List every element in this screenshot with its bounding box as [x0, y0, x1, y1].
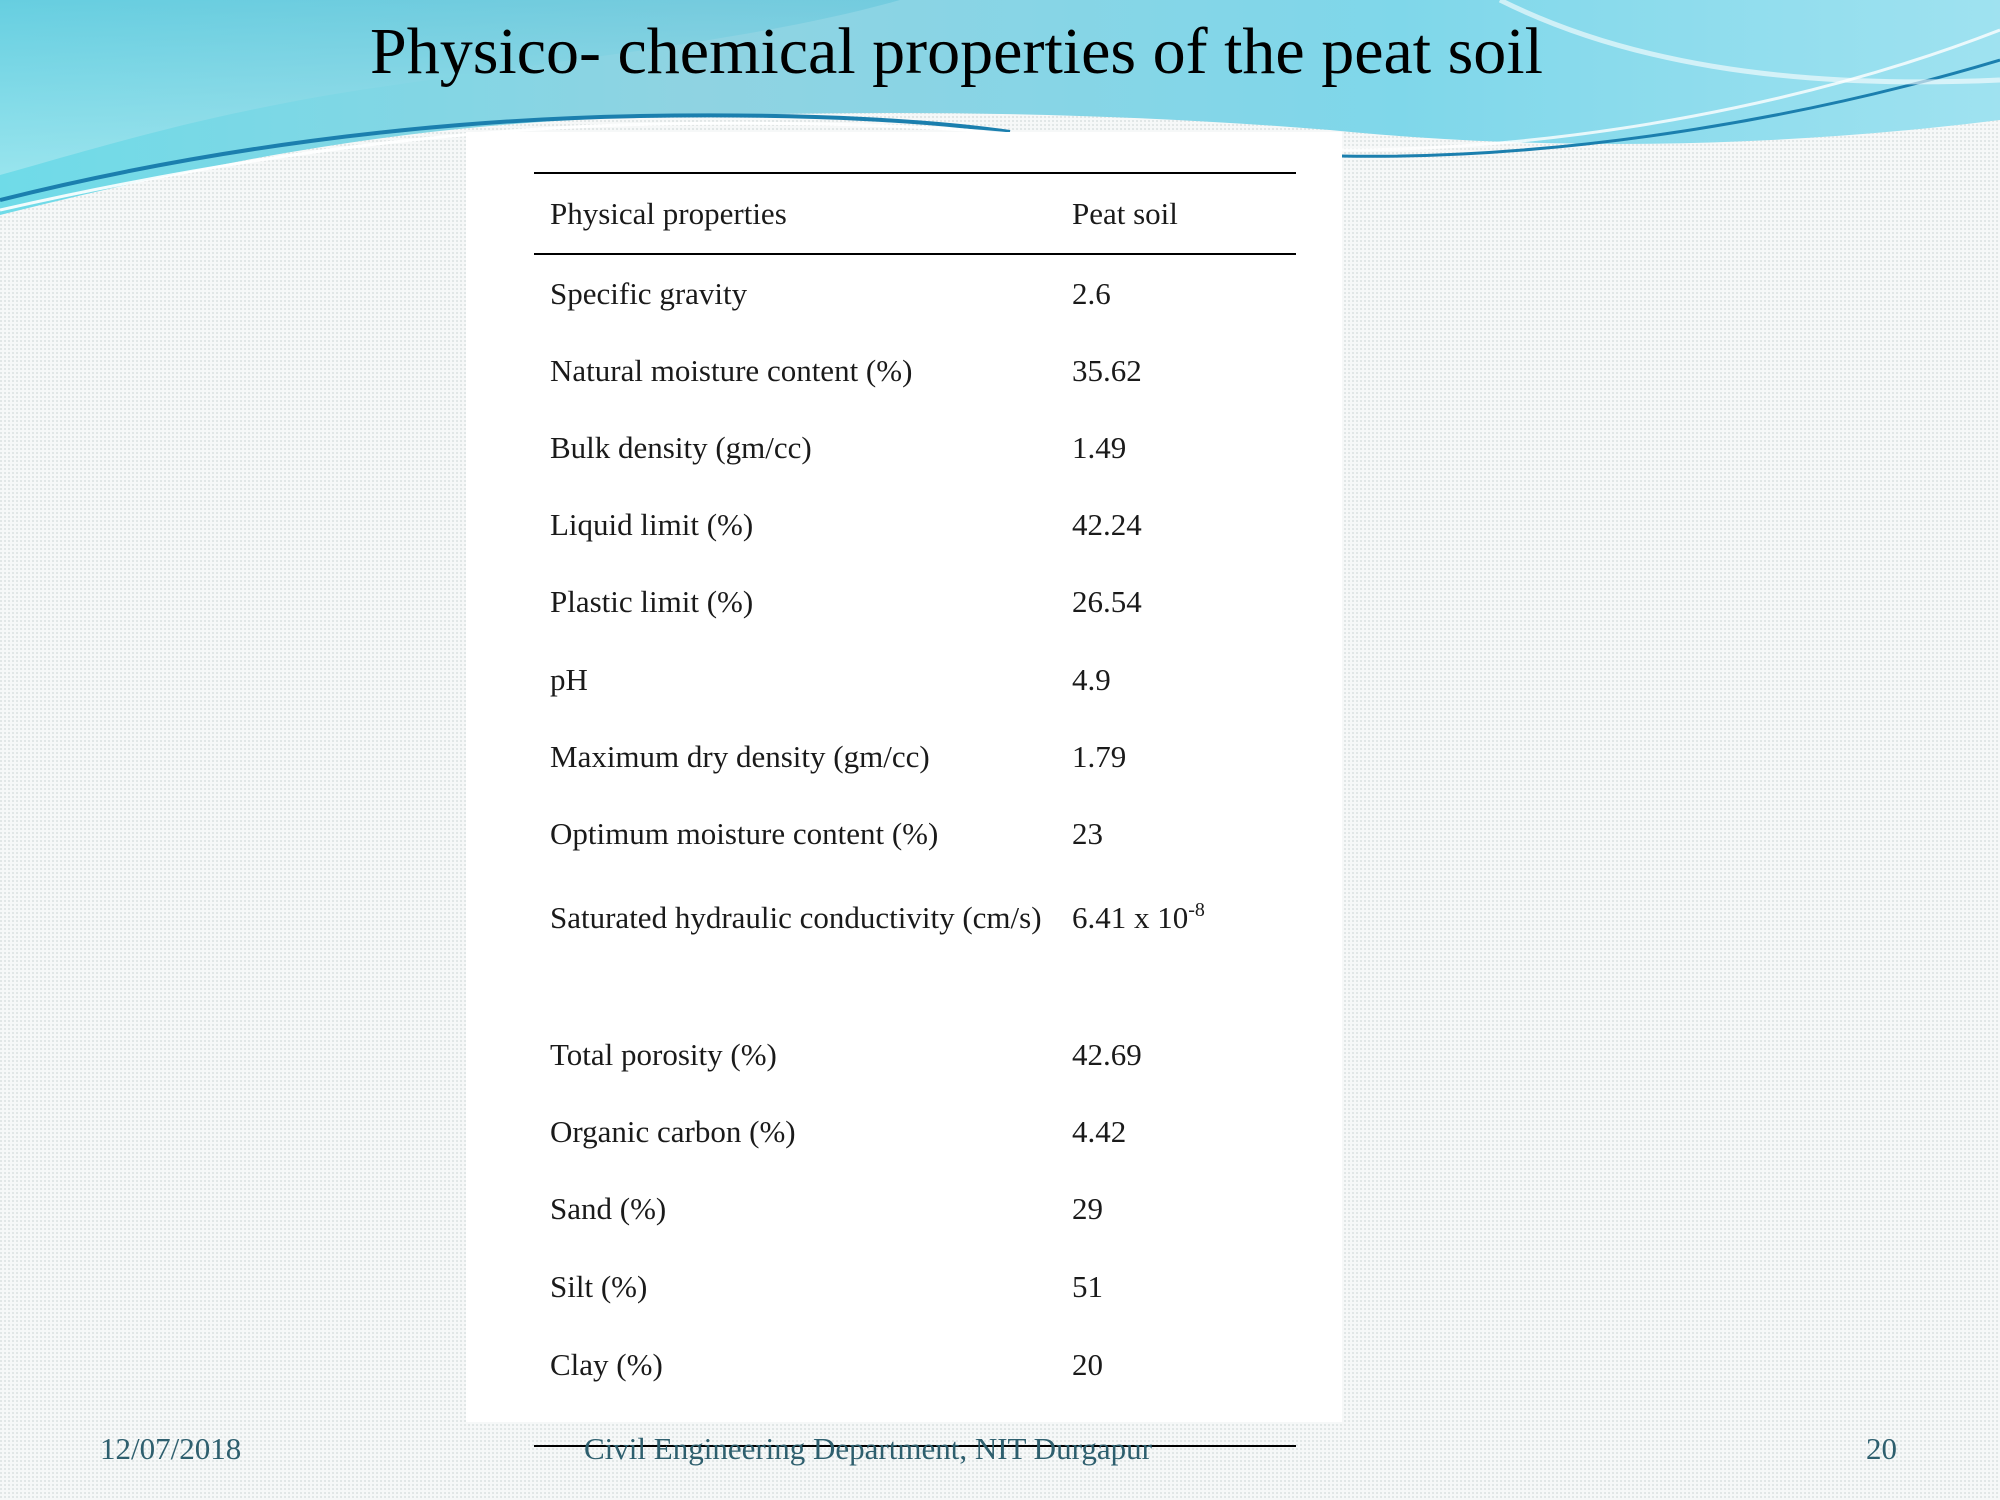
- table-header-row: [534, 173, 1296, 254]
- table-row: [534, 641, 1296, 718]
- table-row: [534, 1171, 1296, 1248]
- table-row: [534, 1094, 1296, 1171]
- table-row: [534, 254, 1296, 332]
- property-value: 42.69: [1072, 1037, 1142, 1073]
- table-panel: [466, 132, 1342, 1422]
- property-value: 2.6: [1072, 275, 1111, 311]
- property-name: Clay (%): [534, 1325, 1056, 1446]
- slide-title: Physico- chemical properties of the peat soil: [370, 15, 1543, 88]
- header-physical-properties: Physical properties: [534, 173, 1056, 254]
- property-value: 51: [1072, 1268, 1103, 1304]
- property-name: Optimum moisture content (%): [550, 815, 939, 851]
- property-name: pH: [550, 661, 588, 697]
- footer-date: 12/07/2018: [100, 1431, 242, 1466]
- table-row: [534, 332, 1296, 409]
- table-row: [534, 1325, 1296, 1446]
- table-row: [534, 795, 1296, 872]
- property-value: 4.9: [1072, 661, 1111, 697]
- property-value: 42.24: [1072, 507, 1142, 543]
- property-name: Natural moisture content (%): [550, 352, 913, 388]
- properties-table: [534, 172, 1296, 1447]
- property-value: 26.54: [1072, 584, 1142, 620]
- property-value: [1056, 873, 1296, 1017]
- property-value: 20: [1056, 1325, 1296, 1446]
- footer-department: Civil Engineering Department, NIT Durgapur: [584, 1431, 1152, 1466]
- property-name: Saturated hydraulic conductivity (cm/s): [550, 899, 1042, 935]
- table-row: [534, 718, 1296, 795]
- property-name: Organic carbon (%): [550, 1114, 796, 1150]
- table-row: [534, 873, 1296, 1017]
- property-name: Specific gravity: [550, 275, 748, 311]
- property-name: Bulk density (gm/cc): [550, 429, 812, 465]
- property-value: 35.62: [1072, 352, 1142, 388]
- table-row: [534, 1017, 1296, 1094]
- footer-page-number: 20: [1866, 1431, 1897, 1466]
- header-peat-soil: Peat soil: [1056, 173, 1296, 254]
- property-value: 29: [1072, 1191, 1103, 1227]
- property-value: 1.79: [1072, 738, 1127, 774]
- property-name: Liquid limit (%): [550, 507, 754, 543]
- property-name: Silt (%): [550, 1268, 648, 1304]
- value-exponent: -8: [1188, 898, 1205, 921]
- property-name: Plastic limit (%): [550, 584, 754, 620]
- value-mantissa: 6.41 x 10: [1072, 899, 1189, 935]
- property-value: 4.42: [1072, 1114, 1127, 1150]
- property-name: Sand (%): [550, 1191, 667, 1227]
- table-row: [534, 564, 1296, 641]
- property-value: 23: [1072, 815, 1103, 851]
- table-row: [534, 1248, 1296, 1325]
- property-name: Total porosity (%): [550, 1037, 777, 1073]
- table-row: [534, 409, 1296, 486]
- property-value: 1.49: [1072, 429, 1127, 465]
- property-name: Maximum dry density (gm/cc): [550, 738, 930, 774]
- table-row: [534, 487, 1296, 564]
